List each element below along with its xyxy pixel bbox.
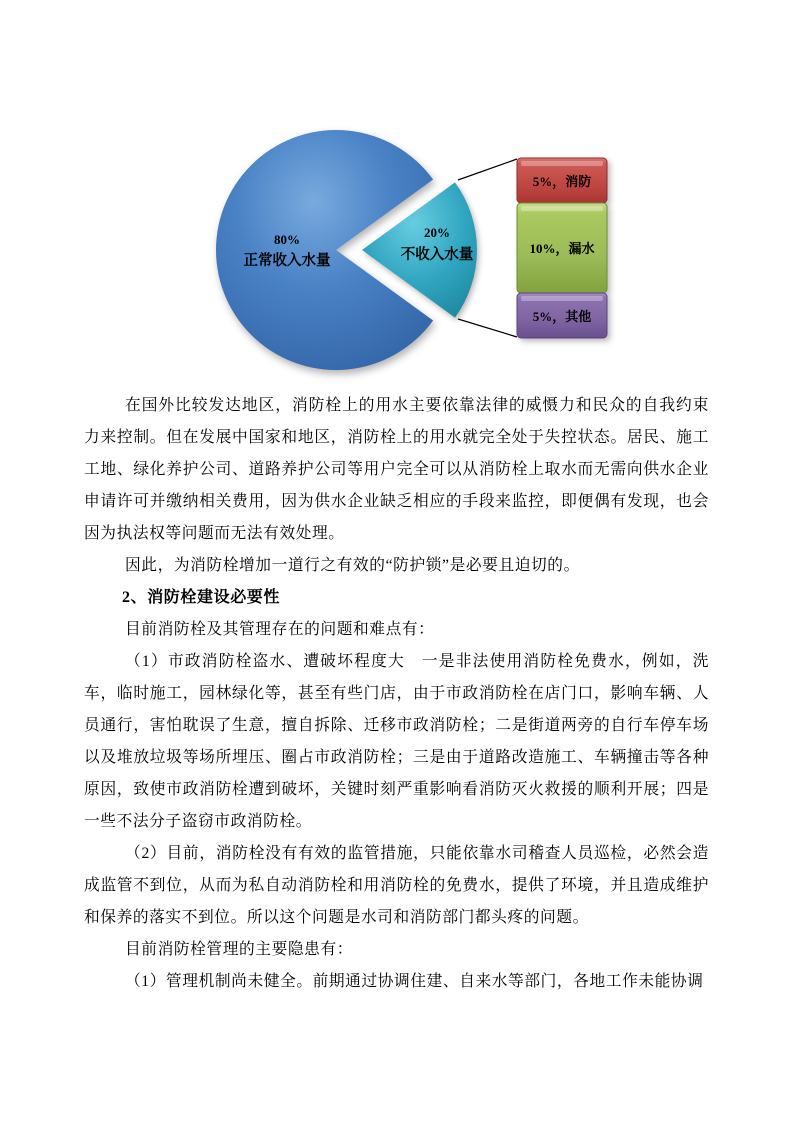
paragraph-intro: 在国外比较发达地区，消防栓上的用水主要依靠法律的威慑力和民众的自我约束力来控制。但在发展中国家和地区，消防栓上的用水就完全处于失控状态。居民、施工工地、绿化养护公司、道路养护公司等用户完全可以从消防栓上取水而无需向供水企业申请许可并缴纳相关费用，因为供水企业缺乏相应的手段来监控，即便偶有发现，也会因为执法权等问题而无法有效处理。: [84, 397, 709, 542]
bar-label-other: 5%，其他: [532, 309, 592, 324]
paragraph-conclusion: 因此，为消防栓增加一道行之有效的“防护锁”是必要且迫切的。: [125, 557, 580, 574]
bar-highlight-leak: [521, 206, 603, 211]
pie-label-normal-pct: 80%: [274, 232, 300, 247]
callout-line-bottom: [458, 319, 517, 337]
bar-highlight-fire: [521, 161, 603, 166]
pie-label-nonrevenue-name: 不收入水量: [400, 247, 474, 263]
bar-highlight-other: [521, 296, 603, 301]
chart-region: [0, 0, 793, 396]
paragraph-hazards-lead: 目前消防栓管理的主要隐患有：: [125, 941, 354, 958]
bar-label-fire: 5%，消防: [532, 174, 592, 189]
bar-label-leak: 10%，漏水: [529, 241, 595, 256]
pie-label-normal-name: 正常收入水量: [243, 253, 331, 269]
paragraph-problems-lead: 目前消防栓及其管理存在的问题和难点有：: [125, 621, 435, 638]
paragraph-problem-2: （2）目前，消防栓没有有效的监管措施，只能依靠水司稽查人员巡检，必然会造成监管不到位，从而为私自动消防栓和用消防栓的免费水，提供了环境，并且造成维护和保养的落实不到位。所以这个问题是水司和消防部门都头疼的问题。: [84, 845, 709, 926]
section-heading: 2、消防栓建设必要性: [122, 589, 281, 606]
paragraph-hazard-1: （1）管理机制尚未健全。前期通过协调住建、自来水等部门，各地工作未能协调: [125, 973, 704, 990]
pie-label-nonrevenue-pct: 20%: [424, 225, 450, 240]
document-body: [84, 390, 709, 998]
water-volume-pie-chart: [170, 112, 650, 402]
callout-line-top: [458, 159, 517, 180]
paragraph-problem-1: （1）市政消防栓盗水、遭破坏程度大 一是非法使用消防栓免费水，例如，洗车，临时施工，园林绿化等，甚至有些门店，由于市政消防栓在店门口，影响车辆、人员通行，害怕耽误了生意，擅自拆除、迁移市政消防栓；二是街道两旁的自行车停车场以及堆放垃圾等场所埋压、圈占市政消防栓；三是由于道路改造施工、车辆撞击等各种原因，致使市政消防栓遭到破坏，关键时刻严重影响看消防灭火救援的顺利开展；四是一些不法分子盗窃市政消防栓。: [84, 653, 709, 830]
